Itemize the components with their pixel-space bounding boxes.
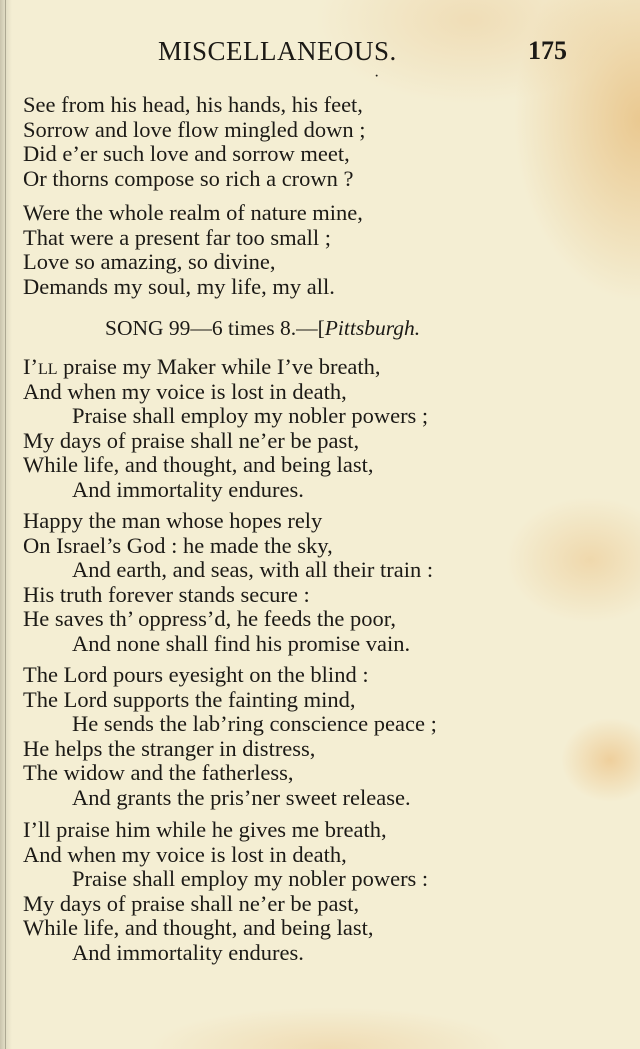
- song-stanza-3: [23, 663, 437, 810]
- verse-line: Happy the man whose hopes rely: [23, 508, 323, 533]
- verse-line-indented: And immortality endures.: [72, 939, 304, 965]
- verse-line: His truth forever stands secure :: [23, 581, 310, 607]
- page-number: 175: [528, 36, 567, 65]
- tune-name: Pittsburgh.: [324, 316, 421, 340]
- verse-line-indented: And immortality endures.: [72, 476, 304, 502]
- running-head: MISCELLANEOUS.: [158, 36, 397, 66]
- verse-line: And when my voice is lost in death,: [23, 841, 347, 867]
- verse-line: He saves th’ oppress’d, he feeds the poor,: [23, 606, 396, 631]
- verse-line-indented: Praise shall employ my nobler powers :: [72, 866, 429, 891]
- page-gutter: [0, 0, 12, 1049]
- verse-line: That were a present far too small ;: [23, 224, 332, 250]
- song-number-meter: SONG 99—6 times 8.—[: [105, 316, 325, 340]
- verse-line-indented: And earth, and seas, with all their train :: [72, 557, 434, 582]
- song-stanza-1: [23, 355, 428, 502]
- verse-line-indented: And grants the pris’ner sweet release.: [72, 784, 411, 810]
- verse-line: While life, and thought, and being last,: [23, 915, 374, 940]
- verse-line-indented: Praise shall employ my nobler powers ;: [72, 403, 429, 428]
- verse-line: Demands my soul, my life, my all.: [23, 273, 335, 299]
- verse-line: Love so amazing, so divine,: [23, 249, 276, 274]
- verse-line: My days of praise shall ne’er be past,: [23, 427, 360, 453]
- song-stanza-2: [23, 509, 433, 656]
- verse-line: He helps the stranger in distress,: [23, 735, 316, 761]
- song-stanza-4: [23, 818, 428, 965]
- first-word-smallcaps: ll: [38, 354, 58, 379]
- verse-line: See from his head, his hands, his feet,: [23, 92, 363, 117]
- verse-line: The widow and the fatherless,: [23, 760, 294, 785]
- verse-line-indented: He sends the lab’ring conscience peace ;: [72, 711, 437, 736]
- verse-line: Or thorns compose so rich a crown ?: [23, 165, 354, 191]
- binding-edge-line: [5, 0, 6, 1049]
- song-heading: [105, 316, 420, 341]
- verse-line: While life, and thought, and being last,: [23, 452, 374, 477]
- stanza-previous-2: [23, 201, 363, 299]
- verse-line: Sorrow and love flow mingled down ;: [23, 116, 366, 142]
- verse-line: The Lord supports the fainting mind,: [23, 686, 356, 712]
- verse-line: Were the whole realm of nature mine,: [23, 200, 363, 225]
- verse-line: I’ll praise him while he gives me breath,: [23, 817, 387, 842]
- printer-mark: ·: [374, 68, 380, 85]
- verse-line: My days of praise shall ne’er be past,: [23, 890, 360, 916]
- verse-line: And when my voice is lost in death,: [23, 378, 347, 404]
- verse-line: The Lord pours eyesight on the blind :: [23, 662, 369, 687]
- verse-line: Did e’er such love and sorrow meet,: [23, 141, 350, 166]
- verse-line: I’ll praise my Maker while I’ve breath,: [23, 354, 381, 379]
- stanza-previous-1: [23, 93, 365, 191]
- verse-line: On Israel’s God : he made the sky,: [23, 532, 333, 558]
- first-word-initial: I’: [23, 354, 38, 379]
- verse-line-indented: And none shall find his promise vain.: [72, 630, 411, 656]
